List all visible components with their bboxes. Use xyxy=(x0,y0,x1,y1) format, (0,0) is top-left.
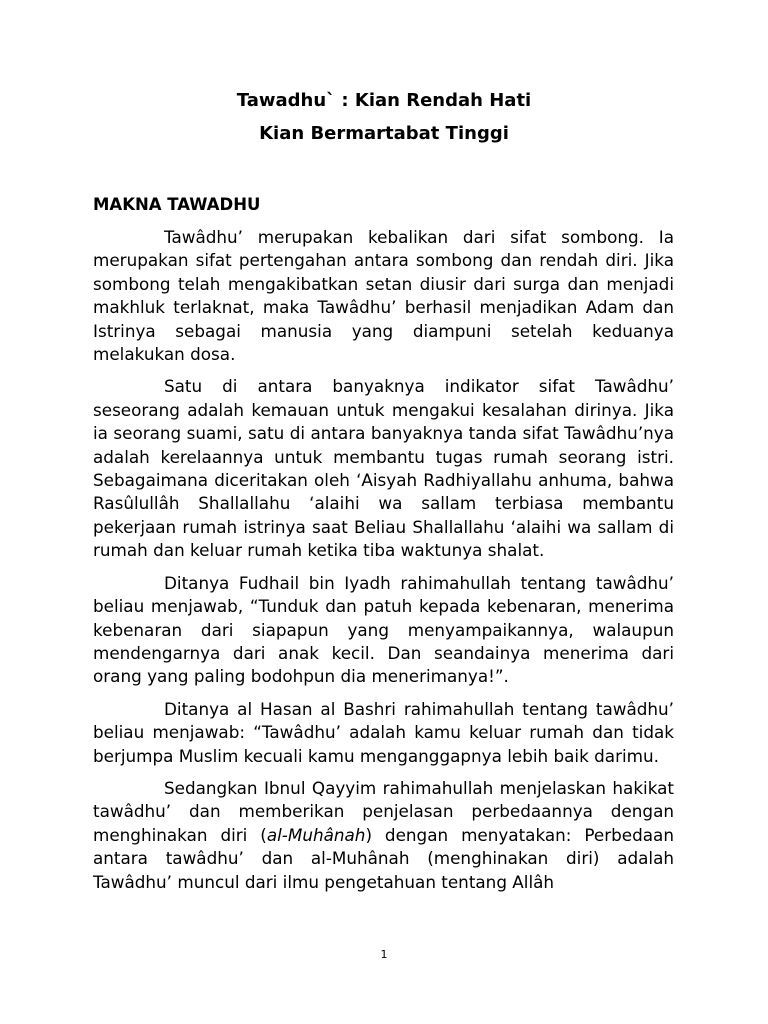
paragraph-2: Satu di antara banyaknya indikator sifat Tawâdhu’ seseorang adalah kemauan untuk mengakui kesalahan dirinya. Jika ia seorang suami, satu di antara banyaknya tanda sifat Tawâdhu’nya adalah kerelaannya untuk membantu tugas rumah seorang istri. Sebagaimana diceritakan oleh ‘Aisyah Radhiyallahu anhuma, bahwa Rasûlullâh Shallallahu ‘alaihi wa sallam terbiasa membantu pekerjaan rumah istrinya saat Beliau Shallallahu ‘alaihi wa sallam di rumah dan keluar rumah ketika tiba waktunya shalat. xyxy=(93,376,674,561)
paragraph-5-text-start: Sedangkan Ibnul Qayyim rahimahullah menjelaskan hakikat tawâdhu’ dan memberikan penjelasan perbedaannya dengan menghinakan diri ( xyxy=(93,777,674,845)
body-text xyxy=(93,226,674,903)
page-number: 1 xyxy=(380,948,388,961)
italic-term: al-Muhânah xyxy=(266,824,366,845)
section-heading: MAKNA TAWADHU xyxy=(93,195,261,214)
document-title: Tawadhu` : Kian Rendah Hati xyxy=(236,90,532,111)
paragraph-3: Ditanya Fudhail bin Iyadh rahimahullah tentang tawâdhu’ beliau menjawab, “Tunduk dan patuh kepada kebenaran, menerima kebenaran dari siapapun yang menyampaikannya, walaupun mendengarnya dari anak kecil. Dan seandainya menerima dari orang yang paling bodohpun dia menerimanya!”. xyxy=(93,572,674,687)
paragraph-4: Ditanya al Hasan al Bashri rahimahullah tentang tawâdhu’ beliau menjawab: “Tawâdhu’ adalah kamu keluar rumah dan tidak berjumpa Muslim kecuali kamu menganggapnya lebih baik darimu. xyxy=(93,698,674,766)
paragraph-5 xyxy=(93,777,674,894)
document-subtitle: Kian Bermartabat Tinggi xyxy=(259,123,509,144)
paragraph-1: Tawâdhu’ merupakan kebalikan dari sifat sombong. Ia merupakan sifat pertengahan antara sombong dan rendah diri. Jika sombong telah mengakibatkan setan diusir dari surga dan menjadi makhluk terlaknat, maka Tawâdhu’ berhasil menjadikan Adam dan Istrinya sebagai manusia yang diampuni setelah keduanya melakukan dosa. xyxy=(93,227,674,365)
paragraph-5-text-end: ) dengan menyatakan: Perbedaan antara tawâdhu’ dan al-Muhânah (menghinakan diri) adalah Tawâdhu’ muncul dari ilmu pengetahuan tentang Allâh xyxy=(93,824,674,892)
